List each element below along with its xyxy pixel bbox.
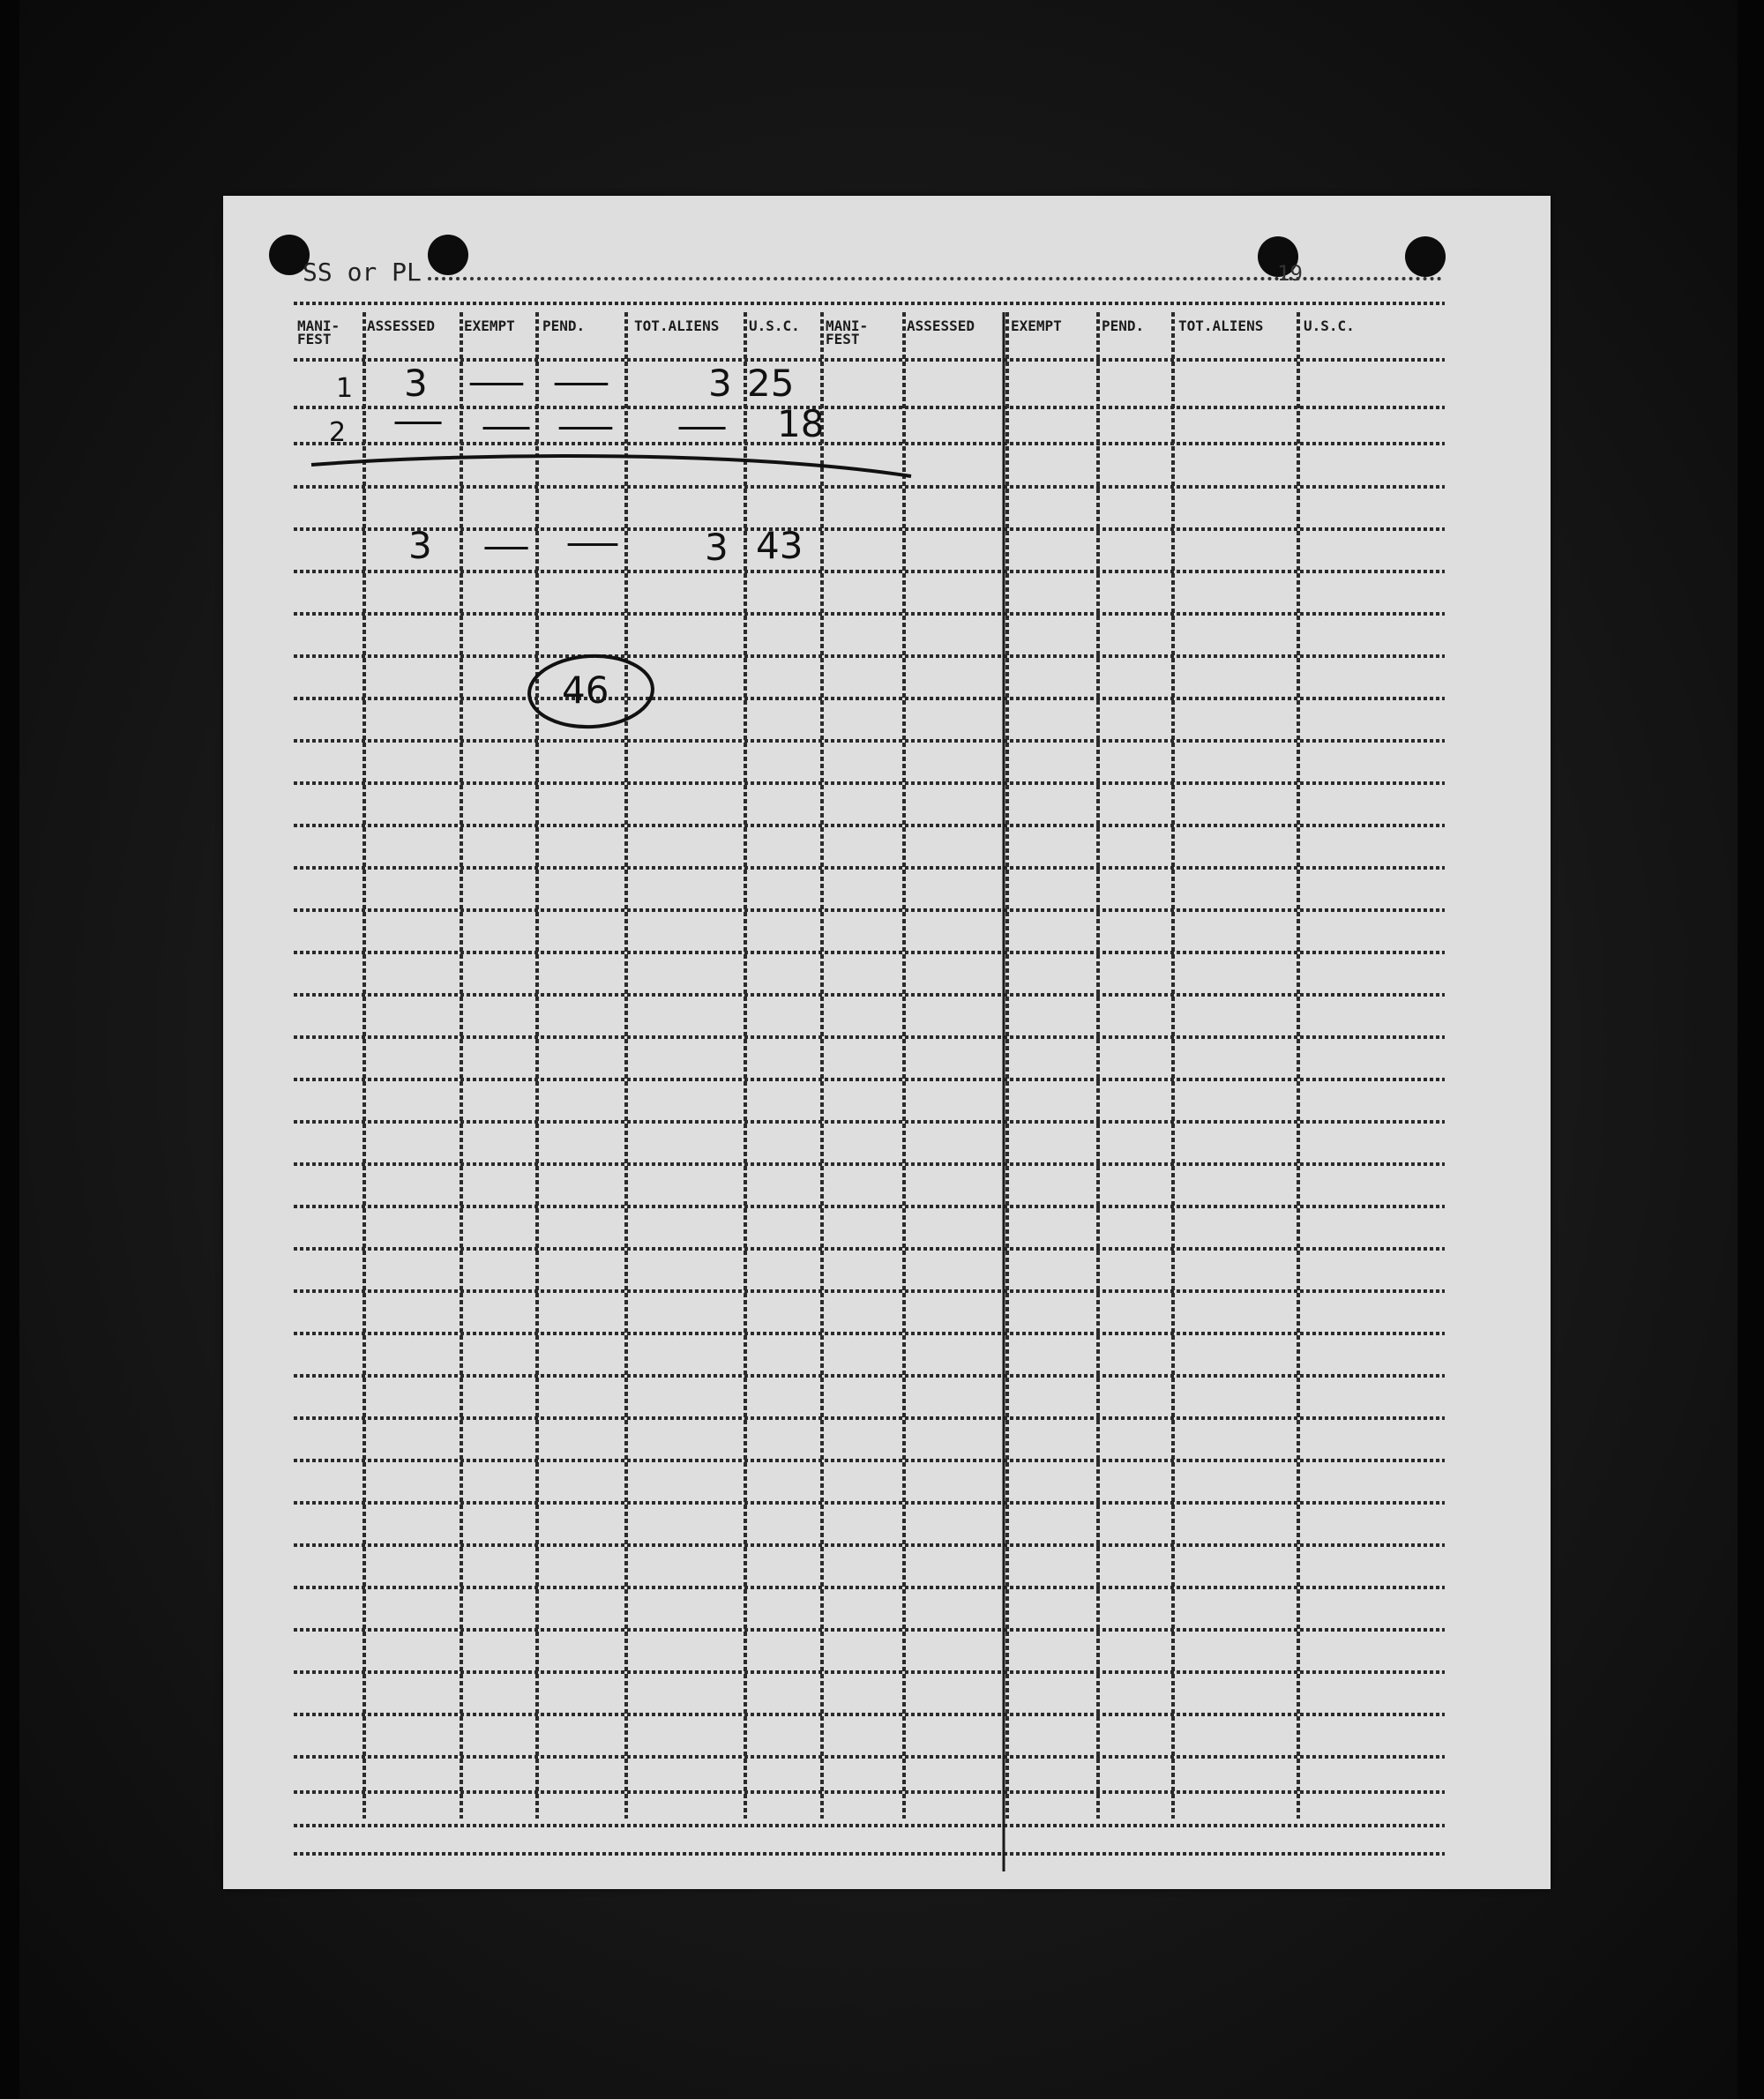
col-head-pend-2: PEND.	[1102, 317, 1145, 334]
row1-usc: 25	[747, 362, 795, 405]
row2-manifest: 2	[329, 417, 347, 448]
row2-usc: 18	[777, 402, 825, 445]
ledger-sheet	[223, 196, 1551, 1889]
col-head-manifest-2: MANI- FEST	[826, 317, 869, 347]
grand-total: 46	[562, 669, 609, 712]
row1-assessed: 3	[404, 362, 428, 405]
col-head-usc-2: U.S.C.	[1304, 317, 1355, 334]
row2-tot-aliens: —	[676, 404, 729, 447]
ship-label: SS or PL	[303, 258, 422, 287]
col-head-tot-aliens-2: TOT.ALIENS	[1178, 317, 1264, 334]
total-exempt: —	[482, 524, 531, 567]
total-tot-aliens: 3	[705, 526, 729, 569]
total-underline	[311, 456, 911, 476]
row2-exempt: —	[480, 404, 533, 447]
col-head-assessed-1: ASSESSED	[367, 317, 436, 334]
col-head-manifest-1: MANI- FEST	[297, 317, 340, 347]
col-head-usc-1: U.S.C.	[749, 317, 800, 334]
total-assessed: 3	[408, 524, 432, 567]
col-head-assessed-2: ASSESSED	[907, 317, 975, 334]
col-head-exempt-1: EXEMPT	[464, 317, 515, 334]
total-usc: 43	[756, 524, 804, 567]
row2-assessed: —	[392, 399, 445, 442]
row1-manifest: 1	[336, 373, 354, 404]
col-head-exempt-2: EXEMPT	[1011, 317, 1062, 334]
row2-pend: —	[556, 404, 616, 447]
row1-tot-aliens: 3	[708, 362, 732, 405]
year-field: 19	[1277, 261, 1303, 286]
ledger-grid	[223, 196, 1551, 1889]
col-head-tot-aliens-1: TOT.ALIENS	[634, 317, 720, 334]
total-pend: —	[564, 520, 621, 564]
scan-edge-left	[0, 0, 19, 2099]
col-head-pend-1: PEND.	[542, 317, 586, 334]
scan-edge-right	[1738, 0, 1764, 2099]
row1-exempt: —	[467, 360, 527, 403]
row1-pend: —	[551, 360, 611, 403]
